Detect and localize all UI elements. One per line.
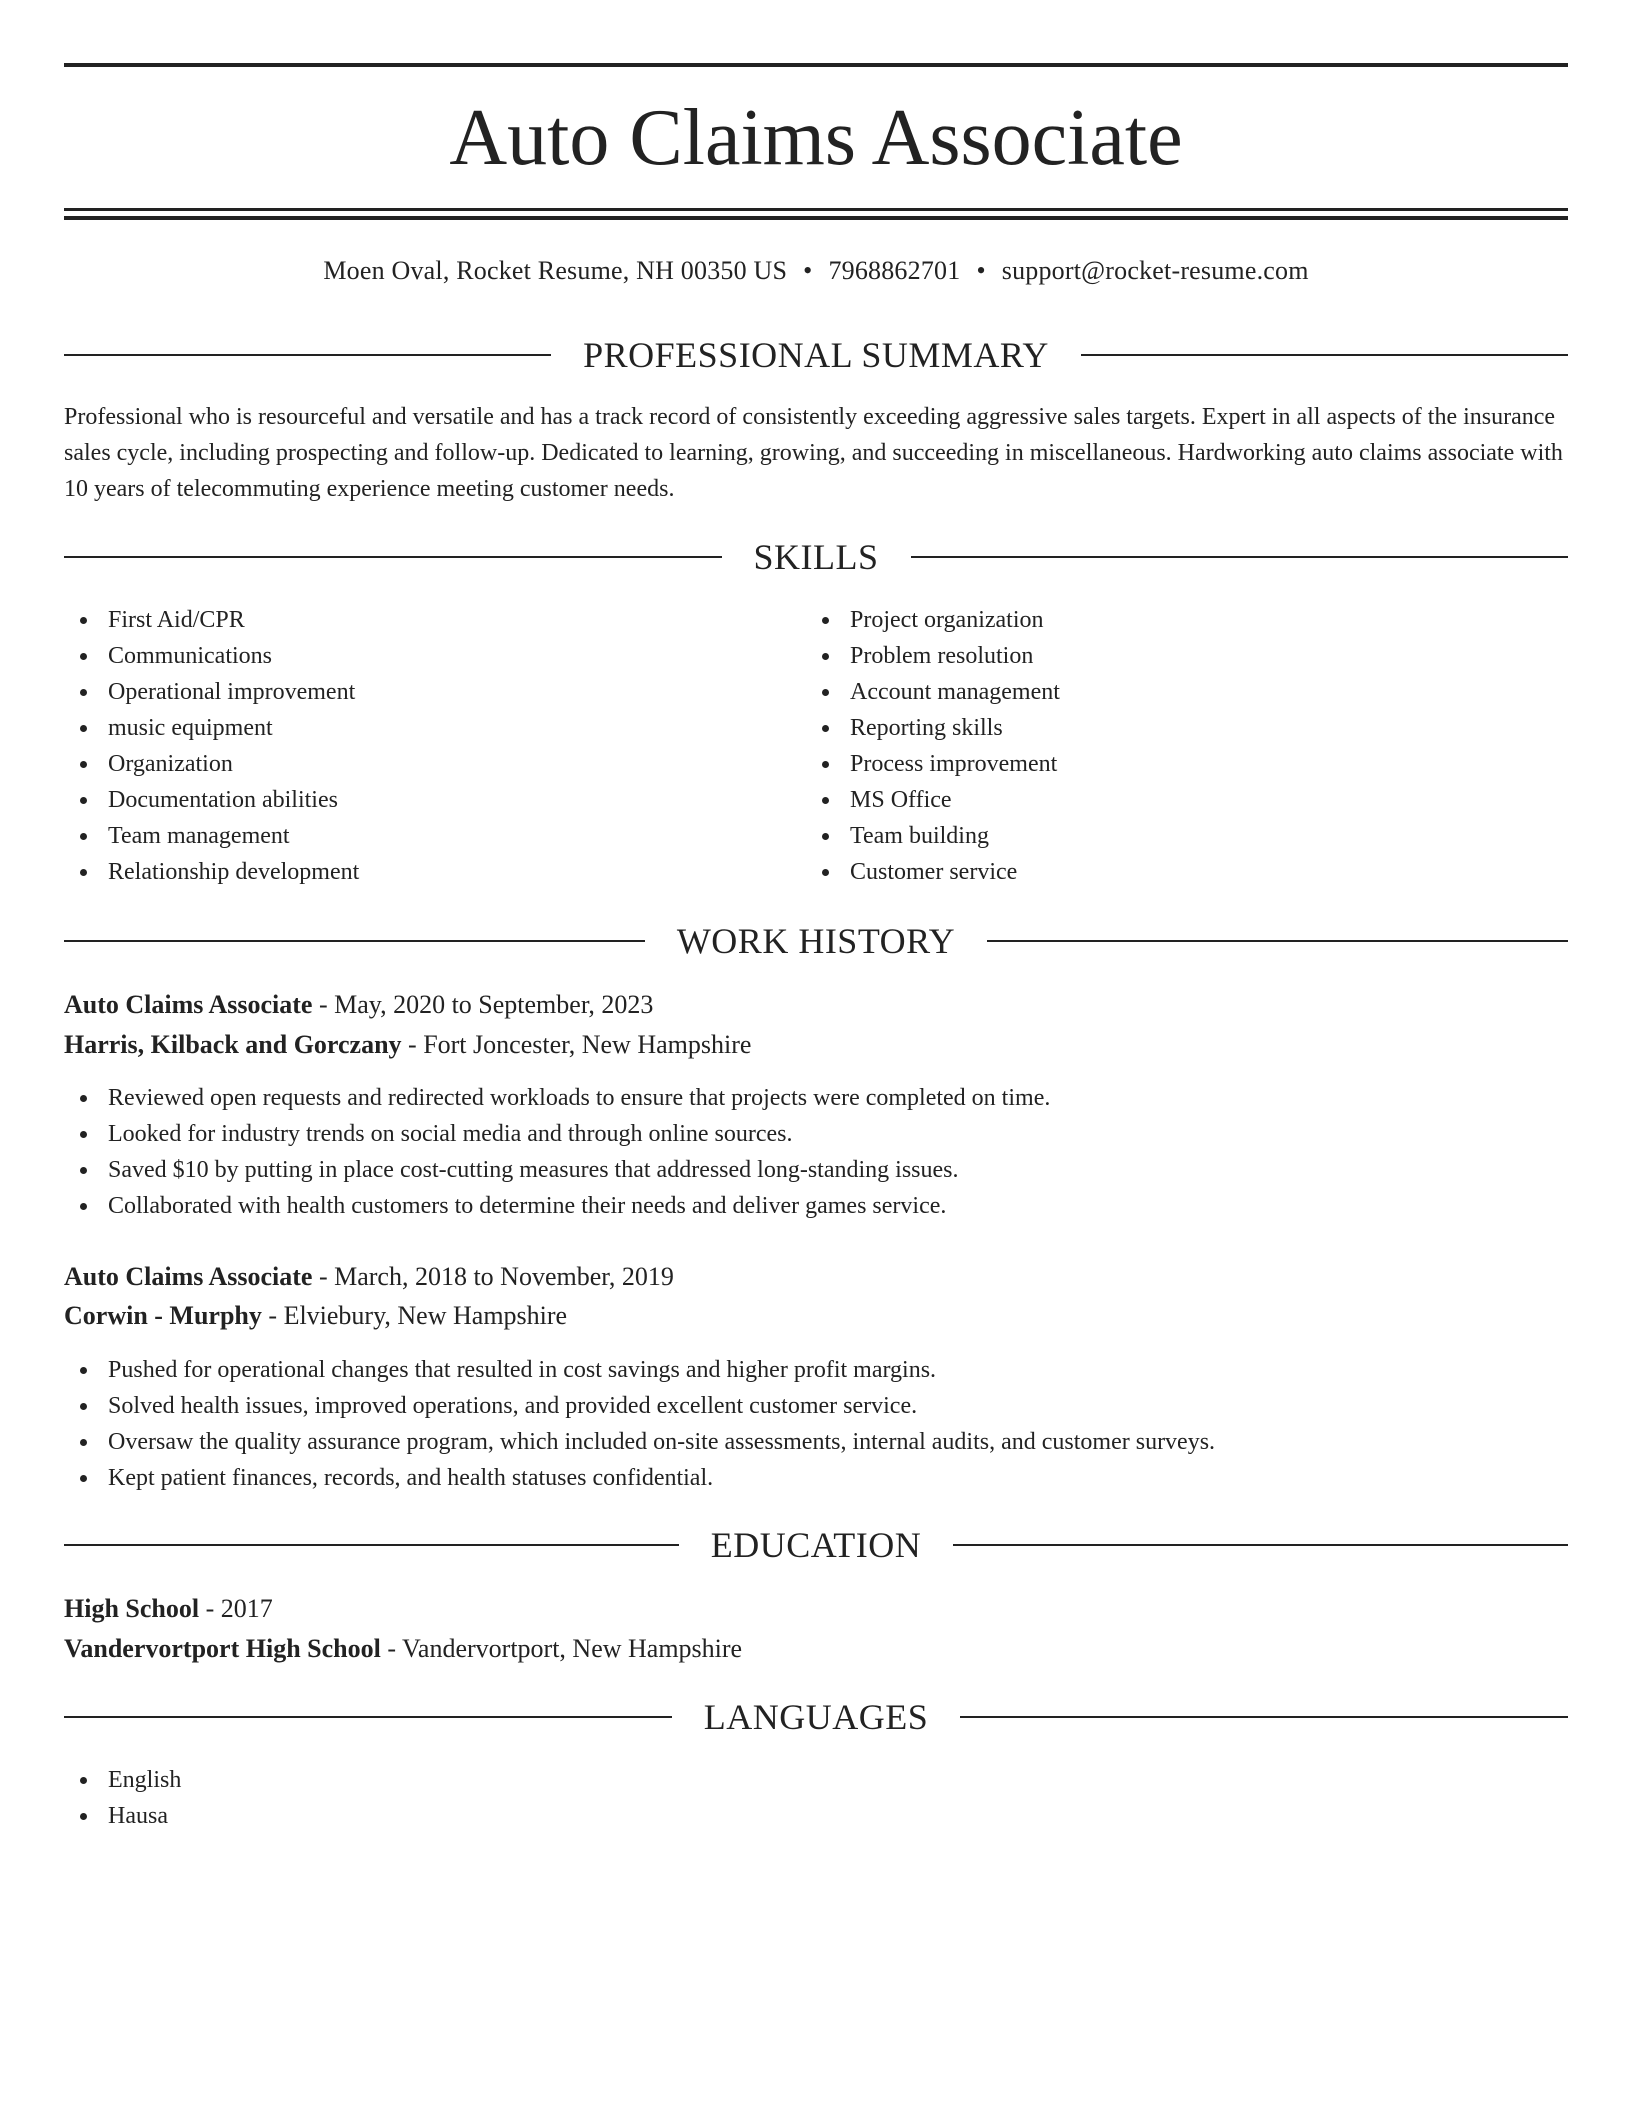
skill-item: Reporting skills	[806, 710, 1546, 746]
heading-rule-left	[64, 1716, 672, 1718]
skills-list-right	[806, 602, 1546, 890]
skill-item: Process improvement	[806, 746, 1546, 782]
section-title: SKILLS	[753, 537, 879, 577]
job-bullet: Looked for industry trends on social media and through online sources.	[64, 1116, 1568, 1152]
job-company: Harris, Kilback and Gorczany	[64, 1030, 402, 1059]
heading-rule-right	[911, 556, 1569, 558]
skill-item: MS Office	[806, 782, 1546, 818]
skill-item: Relationship development	[64, 854, 804, 890]
contact-address: Moen Oval, Rocket Resume, NH 00350 US	[323, 256, 788, 285]
heading-rule-right	[953, 1544, 1568, 1546]
job-bullet: Reviewed open requests and redirected workloads to ensure that projects were completed on time.	[64, 1080, 1568, 1116]
skill-item: Operational improvement	[64, 674, 804, 710]
education-school: Vandervortport High School	[64, 1634, 381, 1663]
job-title: Auto Claims Associate	[64, 990, 313, 1019]
skill-item: Communications	[64, 638, 804, 674]
job-title: Auto Claims Associate	[64, 1262, 313, 1291]
section-title: EDUCATION	[710, 1525, 922, 1565]
section-heading-languages	[64, 1695, 1568, 1739]
contact-separator: •	[803, 256, 813, 285]
contact-email: support@rocket-resume.com	[1001, 256, 1309, 285]
heading-rule-left	[64, 1544, 679, 1546]
job-company-line	[64, 1297, 1568, 1335]
section-heading-education	[64, 1523, 1568, 1567]
skill-item: Account management	[806, 674, 1546, 710]
heading-rule-right	[960, 1716, 1568, 1718]
job-dates: - May, 2020 to September, 2023	[312, 990, 654, 1019]
section-heading-skills	[64, 535, 1568, 579]
skill-item: Documentation abilities	[64, 782, 804, 818]
header-bottom-rule	[64, 208, 1568, 211]
language-item: Hausa	[64, 1798, 804, 1834]
header-bottom-rule-thick	[64, 216, 1568, 220]
languages-list	[64, 1762, 804, 1834]
heading-rule-left	[64, 556, 722, 558]
summary-text: Professional who is resourceful and versatile and has a track record of consistently exceeding aggressive sales targets. Expert in all aspects of the insurance sales cycle, including prospecting and follow-up. Dedicated to learning, growing, and succeeding in miscellaneous. Hardworking auto claims associate with 10 years of telecommuting experience meeting customer needs.	[64, 404, 1563, 502]
job-bullet: Oversaw the quality assurance program, which included on-site assessments, internal audits, and customer surveys.	[64, 1424, 1568, 1460]
skill-item: Team building	[806, 818, 1546, 854]
contact-line	[64, 254, 1568, 288]
job-bullet: Kept patient finances, records, and health statuses confidential.	[64, 1460, 1568, 1496]
education-school-line	[64, 1630, 1568, 1668]
job-location: - Elviebury, New Hampshire	[261, 1301, 568, 1330]
section-title: LANGUAGES	[703, 1697, 929, 1737]
job-bullet: Pushed for operational changes that resulted in cost savings and higher profit margins.	[64, 1352, 1568, 1388]
job-company: Corwin - Murphy	[64, 1301, 262, 1330]
skill-item: Problem resolution	[806, 638, 1546, 674]
skill-item: First Aid/CPR	[64, 602, 804, 638]
section-title: WORK HISTORY	[676, 921, 956, 961]
job-company-line	[64, 1026, 1568, 1064]
job-title-line	[64, 1258, 1568, 1296]
job-title-line	[64, 986, 1568, 1024]
skill-item: Project organization	[806, 602, 1546, 638]
header-top-rule	[64, 63, 1568, 67]
skill-item: Team management	[64, 818, 804, 854]
education-location: - Vandervortport, New Hampshire	[380, 1634, 743, 1663]
resume-title: Auto Claims Associate	[449, 94, 1183, 182]
job-dates: - March, 2018 to November, 2019	[312, 1262, 674, 1291]
heading-rule-right	[987, 940, 1568, 942]
heading-rule-left	[64, 940, 645, 942]
heading-rule-left	[64, 354, 551, 356]
skills-list-left	[64, 602, 804, 890]
job-bullet: Saved $10 by putting in place cost-cutting measures that addressed long-standing issues.	[64, 1152, 1568, 1188]
contact-separator: •	[976, 256, 986, 285]
section-heading-work-history	[64, 919, 1568, 963]
contact-phone: 7968862701	[828, 256, 961, 285]
education-year: - 2017	[199, 1594, 273, 1623]
heading-rule-right	[1081, 354, 1568, 356]
education-degree: High School	[64, 1594, 200, 1623]
job-bullets	[64, 1352, 1568, 1496]
job-location: - Fort Joncester, New Hampshire	[401, 1030, 752, 1059]
skill-item: Customer service	[806, 854, 1546, 890]
job-bullets	[64, 1080, 1568, 1224]
section-title: PROFESSIONAL SUMMARY	[583, 335, 1049, 375]
skill-item: Organization	[64, 746, 804, 782]
language-item: English	[64, 1762, 804, 1798]
section-heading-summary	[64, 333, 1568, 377]
job-bullet: Collaborated with health customers to determine their needs and deliver games service.	[64, 1188, 1568, 1224]
education-degree-line	[64, 1590, 1568, 1628]
job-bullet: Solved health issues, improved operations, and provided excellent customer service.	[64, 1388, 1568, 1424]
skill-item: music equipment	[64, 710, 804, 746]
